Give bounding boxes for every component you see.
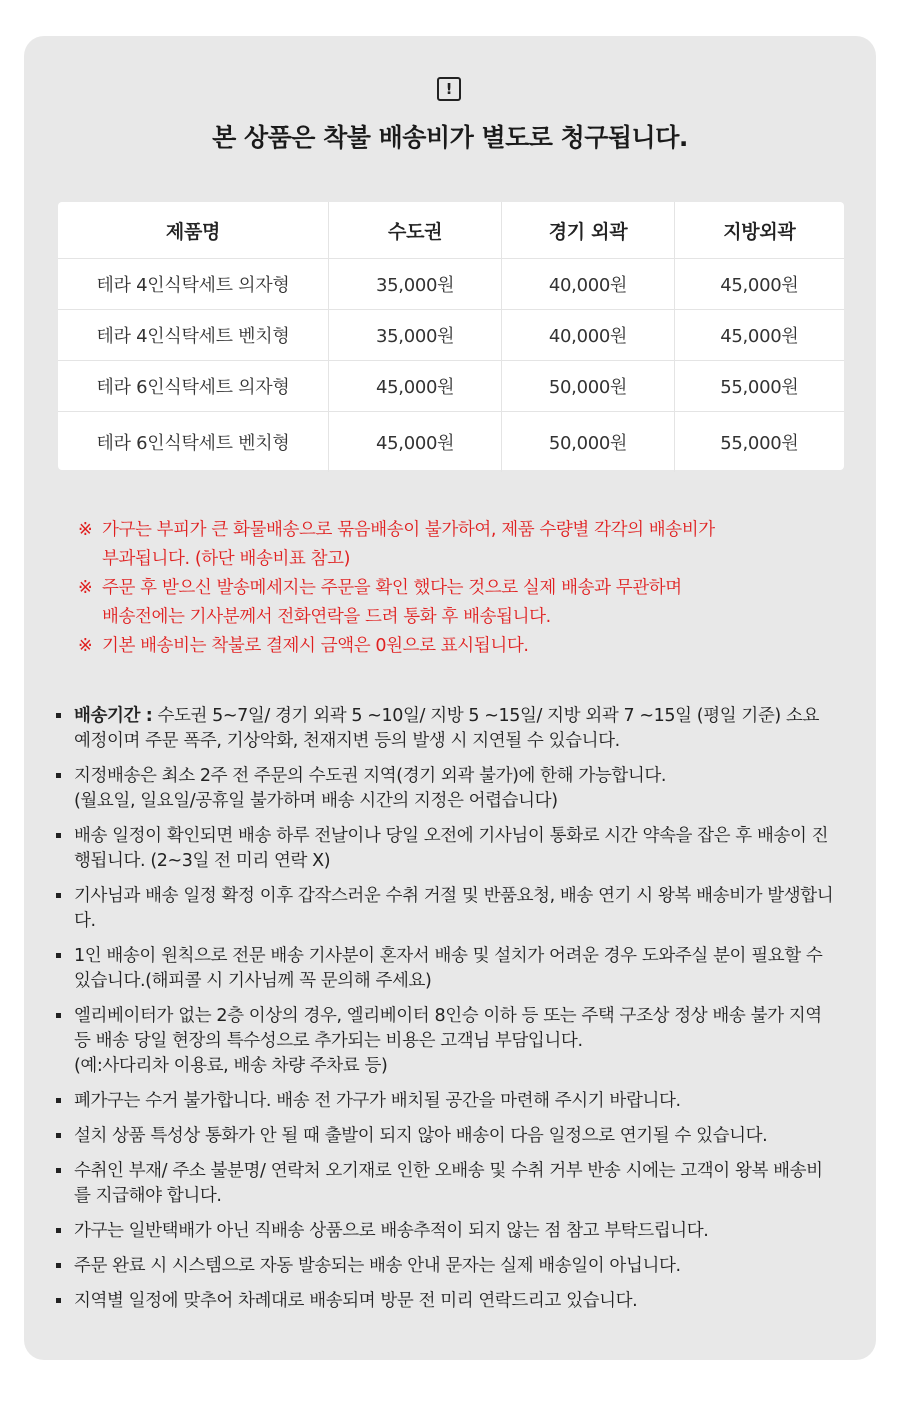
price-cell: 55,000원	[720, 377, 799, 398]
shipping-fee-table	[58, 202, 844, 470]
reference-mark: ※	[78, 578, 93, 598]
table-header-row	[58, 202, 844, 259]
product-name-cell: 테라 4인식탁세트 의자형	[58, 259, 329, 309]
list-item-text: (예:사다리차 이용료, 배송 차량 주차료 등)	[74, 1056, 388, 1076]
list-item	[56, 704, 836, 754]
list-item-text: 수도권 5~7일/ 경기 외곽 5 ~10일/ 지방 5 ~15일/ 지방 외곽 7 ~15일 (평일 기준) 소요 예정이며 주문 폭주, 기상악화, 천재지변 등의 발생 시 지연될 수 있습니다.	[74, 706, 820, 751]
price-cell: 45,000원	[329, 361, 502, 411]
list-item: 폐가구는 수거 불가합니다. 배송 전 가구가 배치될 공간을 마련해 주시기 바랍니다.	[56, 1089, 836, 1114]
header-gyeonggi: 경기 외곽	[502, 202, 674, 258]
product-name-cell: 테라 4인식탁세트 벤치형	[58, 310, 329, 360]
list-item: 1인 배송이 원칙으로 전문 배송 기사분이 혼자서 배송 및 설치가 어려운 경우 도와주실 분이 필요할 수 있습니다.(해피콜 시 기사님께 꼭 문의해 주세요)	[56, 944, 836, 994]
product-name-cell: 테라 6인식탁세트 의자형	[58, 361, 329, 411]
delivery-period-label: 배송기간 :	[74, 706, 153, 726]
price-cell: 50,000원	[502, 412, 674, 472]
list-item-text: 엘리베이터가 없는 2층 이상의 경우, 엘리베이터 8인승 이하 등 또는 주택 구조상 정상 배송 불가 지역 등 배송 당일 현장의 특수성으로 추가되는 비용은 고객님 부담입니다.	[74, 1006, 822, 1051]
exclamation-icon: !	[437, 77, 461, 101]
note-line: 가구는 부피가 큰 화물배송으로 묶음배송이 불가하여, 제품 수량별 각각의 배송비가	[102, 520, 715, 540]
table-row	[58, 310, 844, 361]
reference-mark: ※	[78, 636, 93, 656]
list-item: 지역별 일정에 맞추어 차례대로 배송되며 방문 전 미리 연락드리고 있습니다.	[56, 1289, 836, 1314]
note-line: 배송전에는 기사분께서 전화연락을 드려 통화 후 배송됩니다.	[102, 607, 551, 627]
product-name-cell: 테라 6인식탁세트 벤치형	[58, 412, 329, 472]
table-row	[58, 412, 844, 472]
table-row	[58, 361, 844, 412]
list-item	[56, 1004, 836, 1079]
warning-note	[78, 574, 818, 632]
reference-mark: ※	[78, 520, 93, 540]
list-item-text: 지정배송은 최소 2주 전 주문의 수도권 지역(경기 외곽 불가)에 한해 가능합니다.	[74, 766, 667, 786]
header-capital: 수도권	[329, 202, 502, 258]
note-line: 기본 배송비는 착불로 결제시 금액은 0원으로 표시됩니다.	[102, 636, 529, 656]
note-line: 부과됩니다. (하단 배송비표 참고)	[102, 549, 351, 569]
list-item: 수취인 부재/ 주소 불분명/ 연락처 오기재로 인한 오배송 및 수취 거부 반송 시에는 고객이 왕복 배송비를 지급해야 합니다.	[56, 1159, 836, 1209]
warning-note	[78, 632, 818, 661]
price-cell: 35,000원	[329, 259, 502, 309]
table-row	[58, 259, 844, 310]
header-product: 제품명	[58, 202, 329, 258]
price-cell: 55,000원	[720, 433, 799, 454]
price-cell: 45,000원	[720, 275, 799, 296]
warning-notes	[78, 516, 818, 661]
price-cell: 40,000원	[502, 310, 674, 360]
list-item: 기사님과 배송 일정 확정 이후 갑작스러운 수취 거절 및 반품요청, 배송 연기 시 왕복 배송비가 발생합니다.	[56, 884, 836, 934]
list-item-text: (월요일, 일요일/공휴일 불가하며 배송 시간의 지정은 어렵습니다)	[74, 791, 558, 811]
list-item	[56, 764, 836, 814]
list-item: 가구는 일반택배가 아닌 직배송 상품으로 배송추적이 되지 않는 점 참고 부탁드립니다.	[56, 1219, 836, 1244]
delivery-info-list	[56, 704, 836, 1324]
page-title: 본 상품은 착불 배송비가 별도로 청구됩니다.	[212, 123, 688, 152]
list-item: 설치 상품 특성상 통화가 안 될 때 출발이 되지 않아 배송이 다음 일정으로 연기될 수 있습니다.	[56, 1124, 836, 1149]
warning-note	[78, 516, 818, 574]
price-cell: 40,000원	[502, 259, 674, 309]
price-cell: 50,000원	[502, 361, 674, 411]
header-provincial: 지방외곽	[723, 220, 796, 243]
price-cell: 45,000원	[720, 326, 799, 347]
note-line: 주문 후 받으신 발송메세지는 주문을 확인 했다는 것으로 실제 배송과 무관하며	[102, 578, 682, 598]
list-item: 배송 일정이 확인되면 배송 하루 전날이나 당일 오전에 기사님이 통화로 시간 약속을 잡은 후 배송이 진행됩니다. (2~3일 전 미리 연락 X)	[56, 824, 836, 874]
price-cell: 45,000원	[329, 412, 502, 472]
list-item: 주문 완료 시 시스템으로 자동 발송되는 배송 안내 문자는 실제 배송일이 아닙니다.	[56, 1254, 836, 1279]
price-cell: 35,000원	[329, 310, 502, 360]
